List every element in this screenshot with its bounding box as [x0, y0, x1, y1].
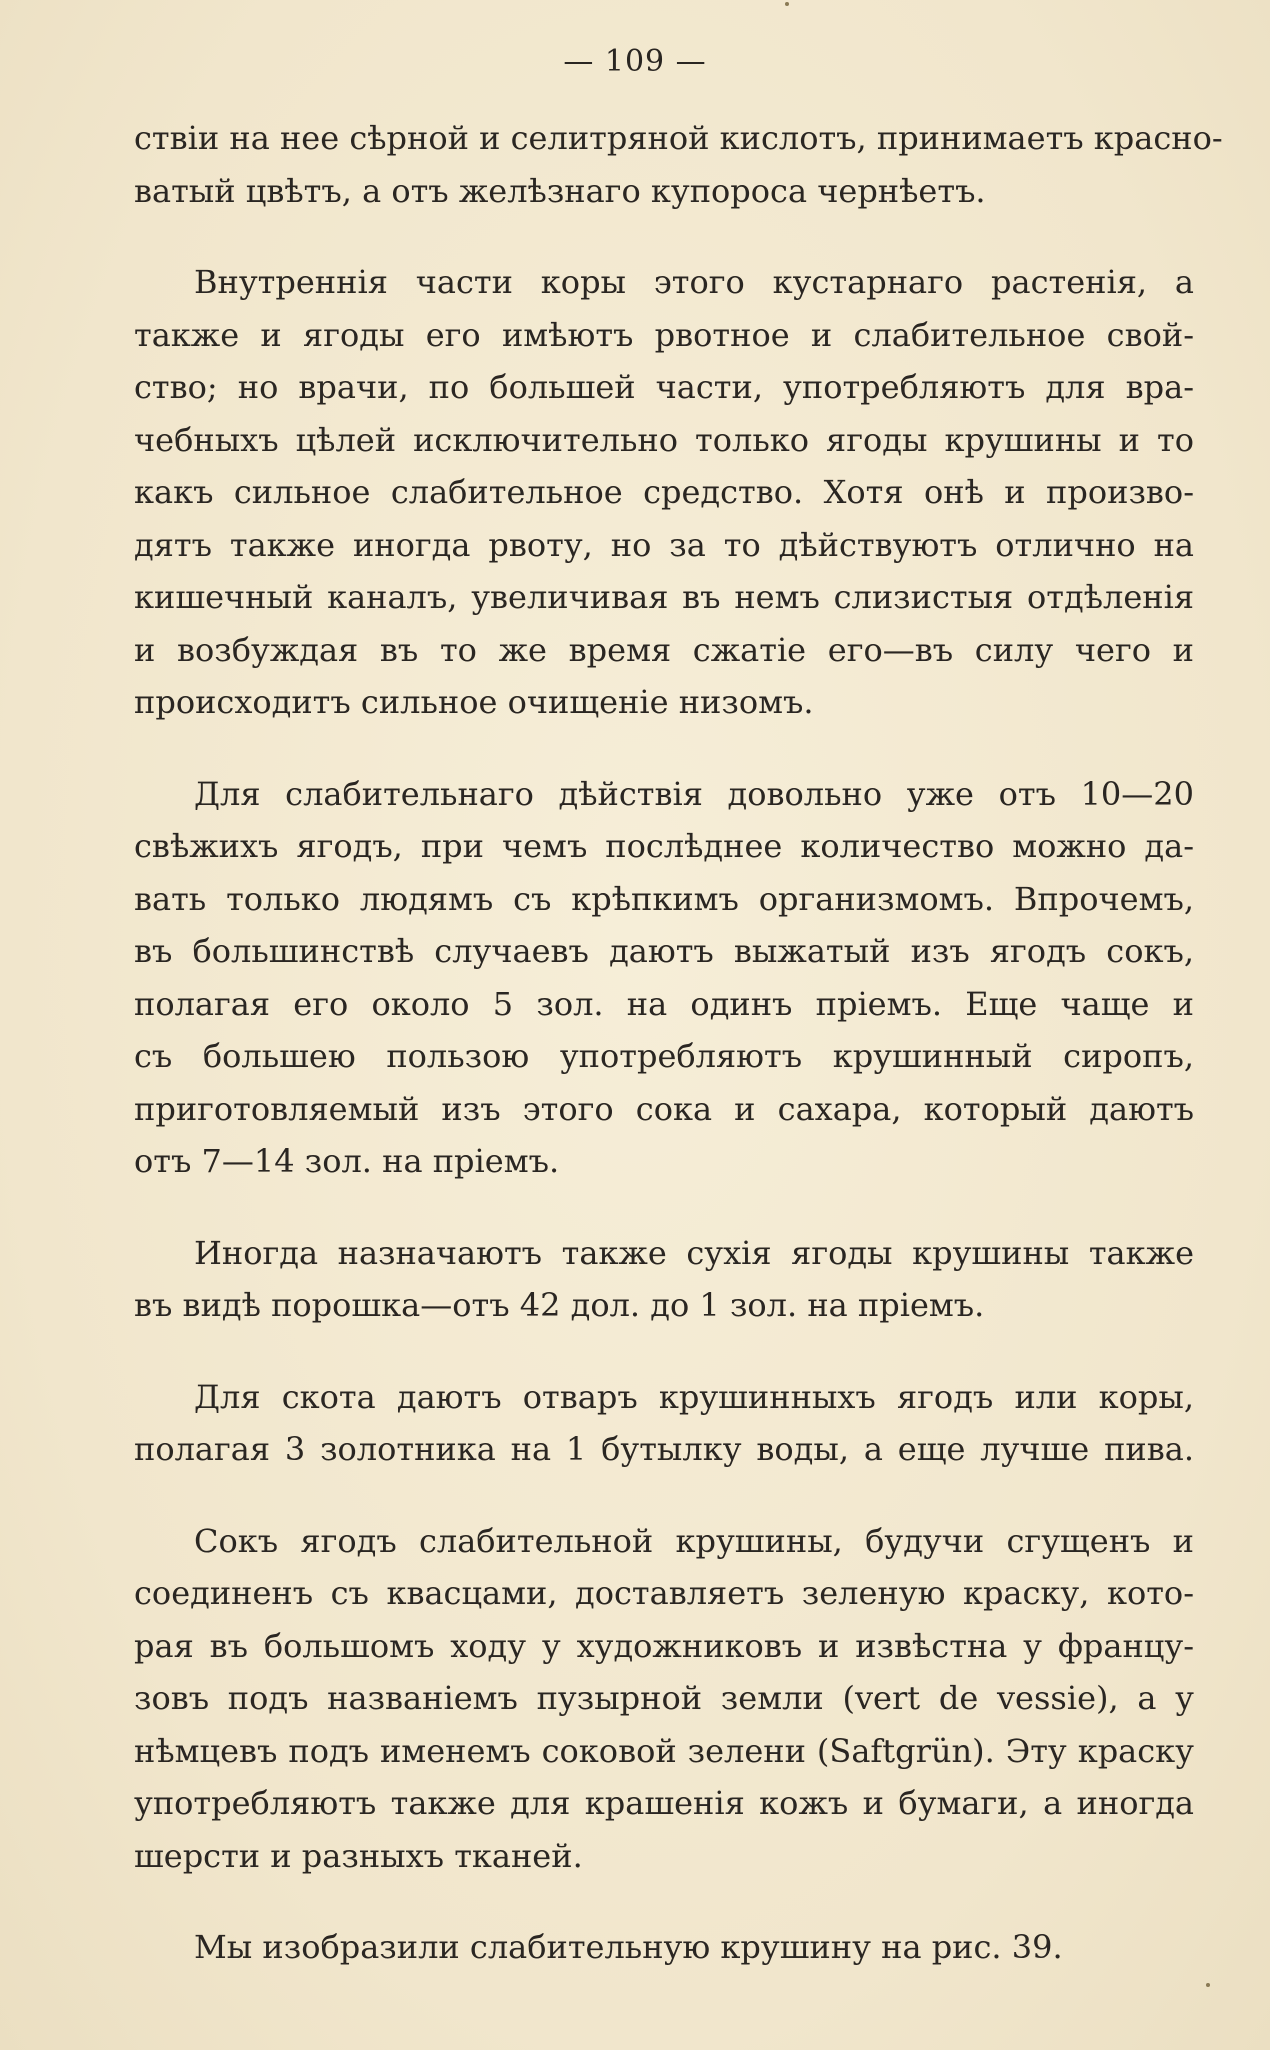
paragraph-3: [134, 768, 1194, 1188]
text-line: чебныхъ цѣлей исключительно только ягоды крушины и то: [134, 420, 1194, 459]
paragraph-4: [134, 1227, 1194, 1332]
text-line: ство; но врачи, по большей части, употребляютъ для вра-: [134, 368, 1194, 406]
text-line: Мы изобразили слабительную крушину на рис. 39.: [194, 1928, 1063, 1966]
text-line: соединенъ съ квасцами, доставляетъ зеленую краску, кото-: [134, 1574, 1194, 1612]
text-line: зовъ подъ названіемъ пузырной земли (vert de vessie), а у: [134, 1679, 1194, 1717]
text-line: дятъ также иногда рвоту, но за то дѣйствуютъ отлично на: [134, 525, 1194, 564]
text-line: свѣжихъ ягодъ, при чемъ послѣднее количество можно да-: [134, 827, 1194, 865]
paper-speck: [1206, 1983, 1210, 1987]
text-line: въ видѣ порошка—отъ 42 дол. до 1 зол. на пріемъ.: [134, 1286, 985, 1324]
text-line: нѣмцевъ подъ именемъ соковой зелени (Saftgrün). Эту краску: [134, 1731, 1194, 1770]
text-line: употребляютъ также для крашенія кожъ и бумаги, а иногда: [134, 1784, 1194, 1822]
text-line: также и ягоды его имѣютъ рвотное и слабительное свой-: [134, 315, 1194, 354]
text-line: рая въ большомъ ходу у художниковъ и извѣстна у францу-: [134, 1626, 1194, 1665]
text-line: ствіи на нее сѣрной и селитряной кислотъ, принимаетъ красно-: [134, 119, 1223, 157]
paragraph-1: [134, 112, 1223, 217]
paragraph-6: [134, 1515, 1194, 1883]
text-line: кишечный каналъ, увеличивая въ немъ слизистыя отдѣленія: [134, 578, 1194, 616]
text-line: Иногда назначаютъ также сухія ягоды крушины также: [194, 1233, 1194, 1272]
text-line: вать только людямъ съ крѣпкимъ организмомъ. Впрочемъ,: [134, 879, 1194, 918]
text-line: полагая 3 золотника на 1 бутылку воды, а еще лучше пива.: [134, 1430, 1194, 1468]
text-line: полагая его около 5 зол. на одинъ пріемъ. Еще чаще и: [134, 984, 1194, 1023]
text-line: приготовляемый изъ этого сока и сахара, который даютъ: [134, 1089, 1194, 1128]
page-body: [134, 112, 1223, 2013]
text-line: Для слабительнаго дѣйствія довольно уже отъ 10—20: [194, 774, 1194, 813]
text-line: и возбуждая въ то же время сжатіе его—въ силу чего и: [134, 630, 1194, 669]
text-line: въ большинствѣ случаевъ даютъ выжатый изъ ягодъ сокъ,: [134, 932, 1194, 970]
text-line: происходитъ сильное очищеніе низомъ.: [134, 683, 814, 721]
text-line: ватый цвѣтъ, а отъ желѣзнаго купороса чернѣетъ.: [134, 171, 986, 210]
paragraph-5: [134, 1371, 1194, 1476]
text-line: какъ сильное слабительное средство. Хотя онѣ и произво-: [134, 473, 1194, 511]
page-number: — 109 —: [563, 44, 707, 79]
text-line: Внутреннія части коры этого кустарнаго растенія, а: [194, 263, 1194, 301]
paper-speck: [785, 2, 789, 6]
text-line: шерсти и разныхъ тканей.: [134, 1836, 583, 1875]
paragraph-2: [134, 256, 1194, 729]
text-line: Сокъ ягодъ слабительной крушины, будучи сгущенъ и: [194, 1521, 1194, 1560]
text-line: съ большею пользою употребляютъ крушинный сиропъ,: [134, 1037, 1194, 1075]
paragraph-7: [134, 1921, 1194, 1974]
text-line: Для скота даютъ отваръ крушинныхъ ягодъ или коры,: [194, 1377, 1194, 1416]
text-line: отъ 7—14 зол. на пріемъ.: [134, 1142, 560, 1180]
